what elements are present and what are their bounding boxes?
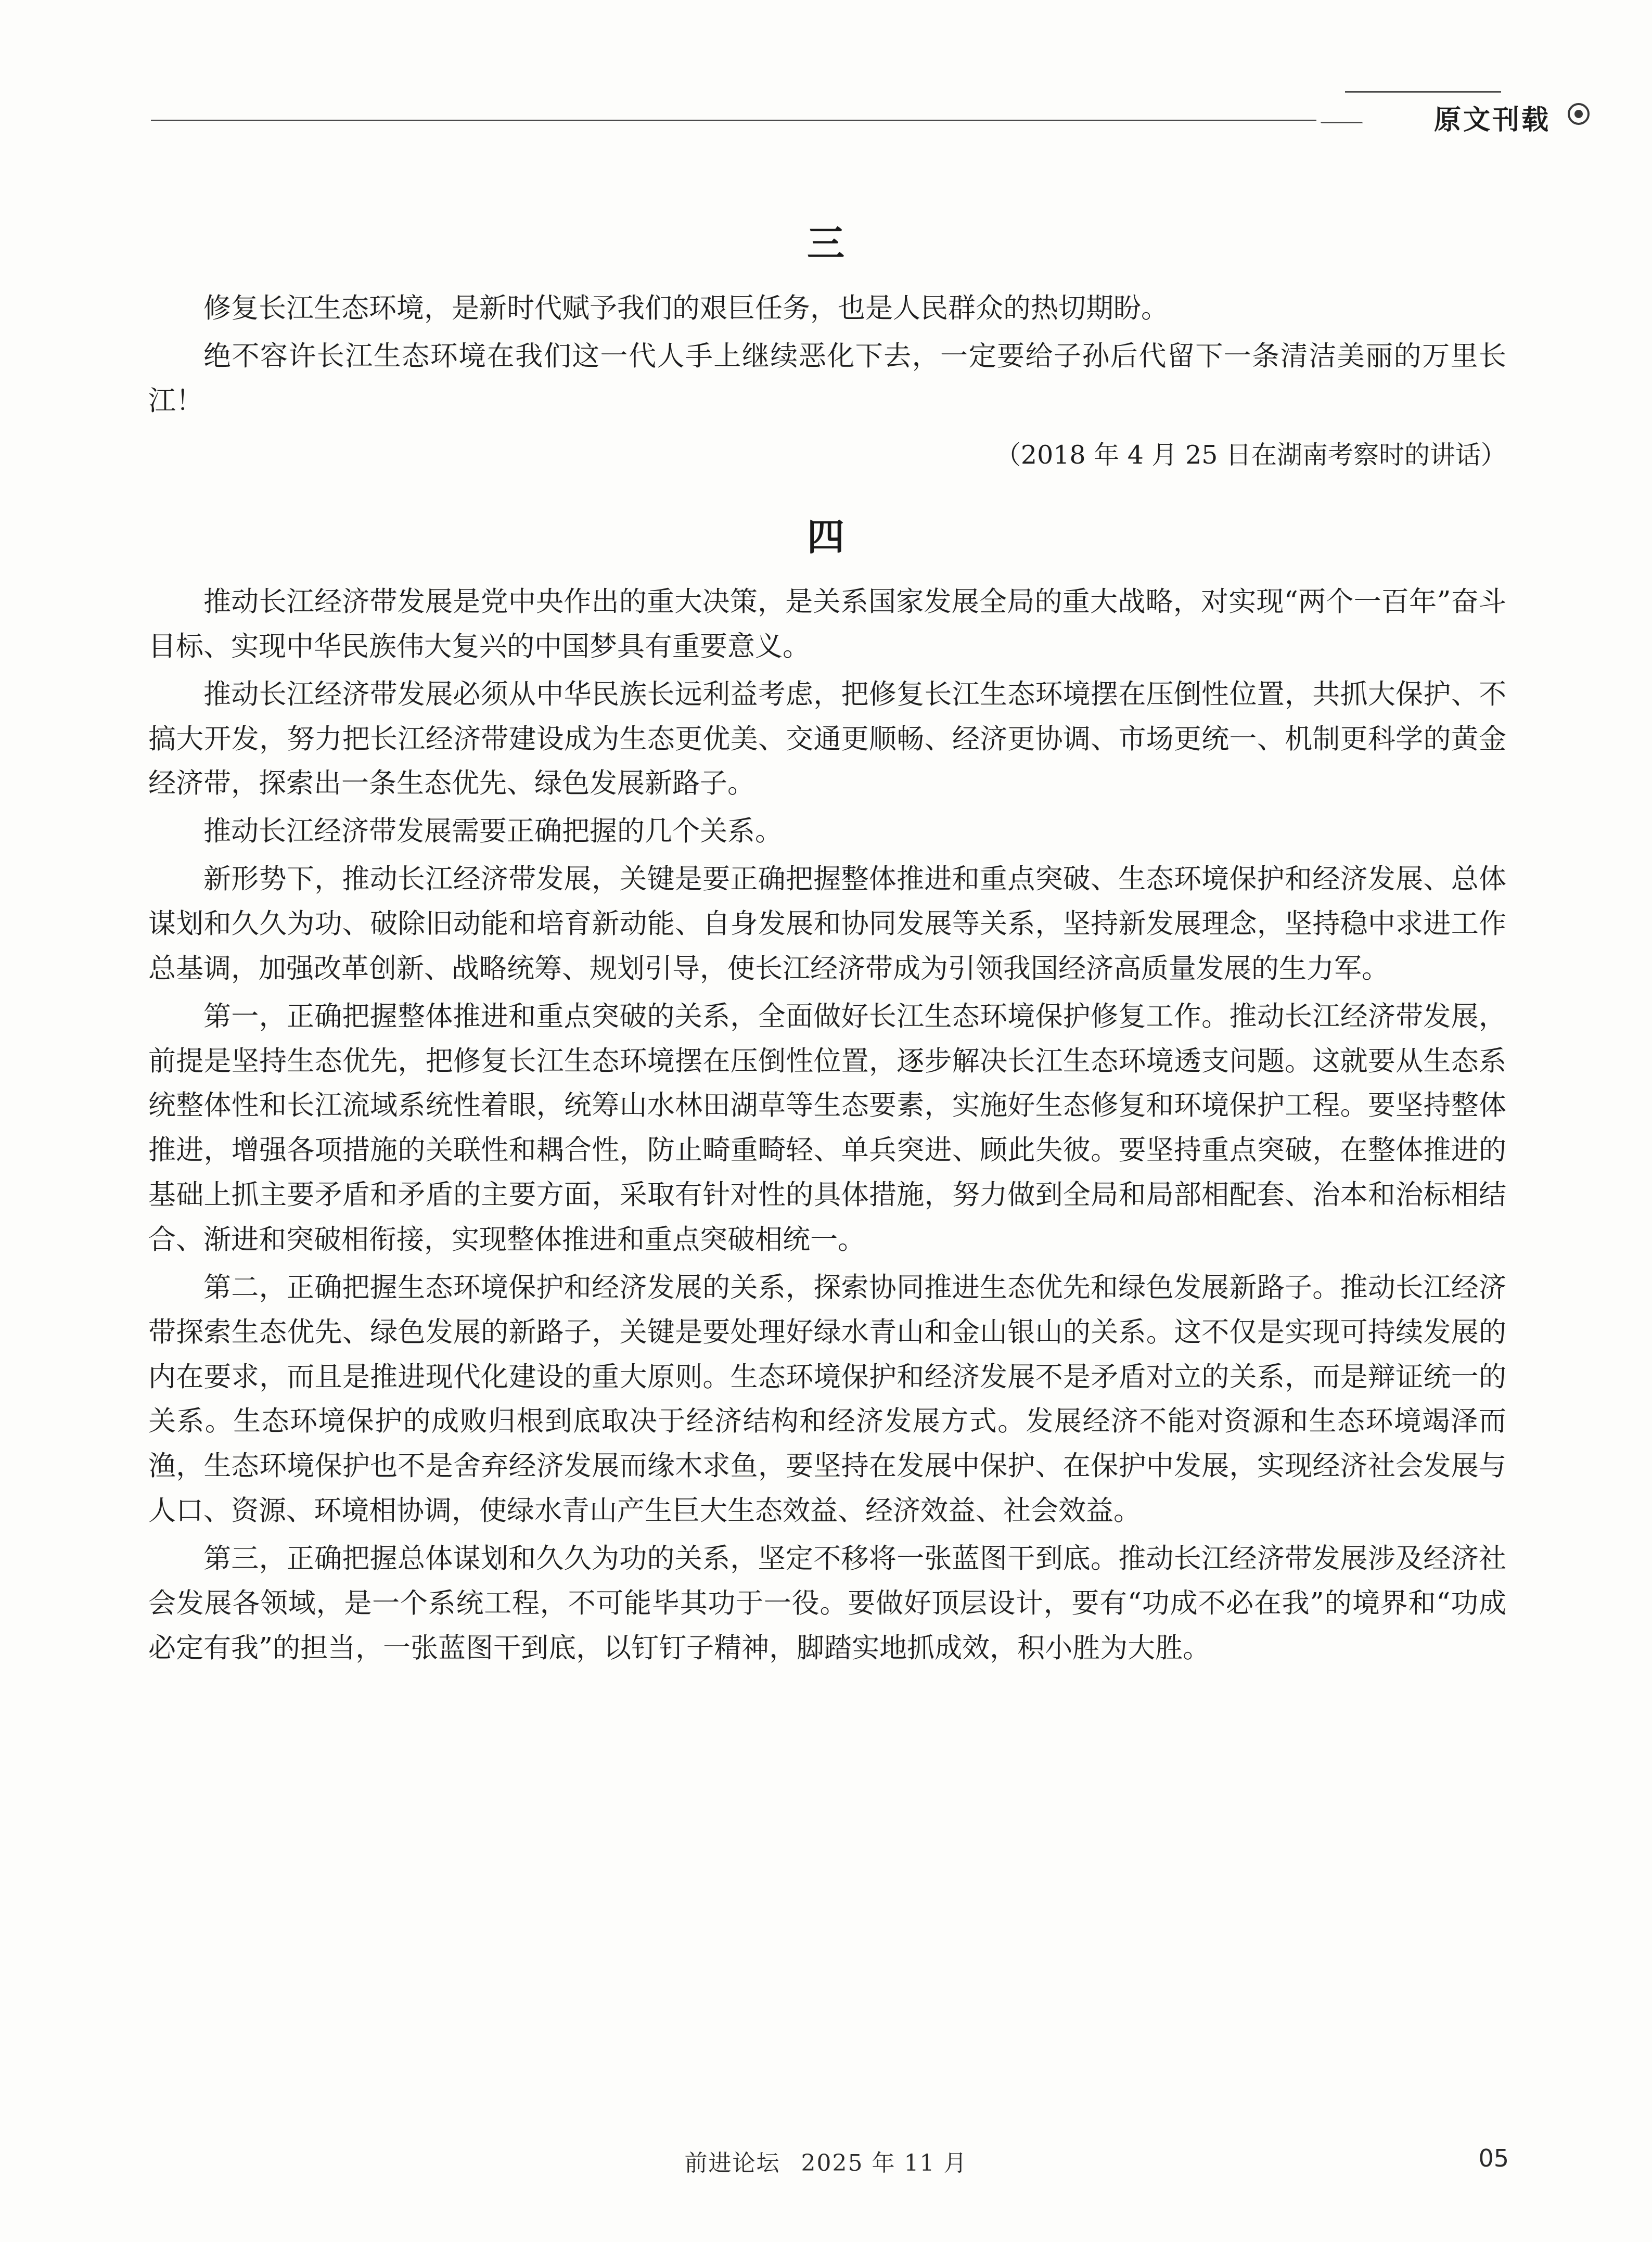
- header-title: 原文刊载: [1433, 104, 1551, 136]
- header-rule-right: [1345, 91, 1501, 93]
- journal-name: 前进论坛: [684, 2150, 780, 2176]
- paragraph: 绝不容许长江生态环境在我们这一代人手上继续恶化下去，一定要给子孙后代留下一条清洁美丽的万里长江！: [148, 340, 1506, 417]
- paragraph: 第一，正确把握整体推进和重点突破的关系，全面做好长江生态环境保护修复工作。推动长江经济带发展，前提是坚持生态优先，把修复长江生态环境摆在压倒性位置，逐步解决长江生态环境透支问题。这就要从生态系统整体性和长江流域系统性着眼，统筹山水林田湖草等生态要素，实施好生态修复和环境保护工程。要坚持整体推进，增强各项措施的关联性和耦合性，防止畸重畸轻、单兵突进、顾此失彼。要坚持重点突破，在整体推进的基础上抓主要矛盾和矛盾的主要方面，采取有针对性的具体措施，努力做到全局和局部相配套、治本和治标相结合、渐进和突破相衔接，实现整体推进和重点突破相统一。: [148, 1000, 1506, 1255]
- paragraph: 推动长江经济带发展是党中央作出的重大决策，是关系国家发展全局的重大战略，对实现“两个一百年”奋斗目标、实现中华民族伟大复兴的中国梦具有重要意义。: [148, 585, 1506, 662]
- paragraph: 新形势下，推动长江经济带发展，关键是要正确把握整体推进和重点突破、生态环境保护和经济发展、总体谋划和久久为功、破除旧动能和培育新动能、自身发展和协同发展等关系，坚持新发展理念，坚持稳中求进工作总基调，加强改革创新、战略统筹、规划引导，使长江经济带成为引领我国经济高质量发展的生力军。: [148, 863, 1506, 984]
- page-header: [0, 78, 1652, 140]
- paragraph: 第二，正确把握生态环境保护和经济发展的关系，探索协同推进生态优先和绿色发展新路子。推动长江经济带探索生态优先、绿色发展的新路子，关键是要处理好绿水青山和金山银山的关系。这不仅是实现可持续发展的内在要求，而且是推进现代化建设的重大原则。生态环境保护和经济发展不是矛盾对立的关系，而是辩证统一的关系。生态环境保护的成败归根到底取决于经济结构和经济发展方式。发展经济不能对资源和生态环境竭泽而渔，生态环境保护也不是舍弃经济发展而缘木求鱼，要坚持在发展中保护、在保护中发展，实现经济社会发展与人口、资源、环境相协调，使绿水青山产生巨大生态效益、经济效益、社会效益。: [148, 1271, 1506, 1527]
- journal-issue: 2025 年 11 月: [801, 2150, 968, 2176]
- section-number-three: 三: [806, 221, 848, 265]
- footer-journal-info: [0, 2144, 1652, 2177]
- page-footer: [0, 2144, 1652, 2181]
- paragraph: 第三，正确把握总体谋划和久久为功的关系，坚定不移将一张蓝图干到底。推动长江经济带发展涉及经济社会发展各领域，是一个系统工程，不可能毕其功于一役。要做好顶层设计，要有“功成不必在我”的境界和“功成必定有我”的担当，一张蓝图干到底，以钉钉子精神，脚踏实地抓成效，积小胜为大胜。: [148, 1543, 1506, 1664]
- paragraph: 推动长江经济带发展必须从中华民族长远利益考虑，把修复长江生态环境摆在压倒性位置，共抓大保护、不搞大开发，努力把长江经济带建设成为生态更优美、交通更顺畅、经济更协调、市场更统一、机制更科学的黄金经济带，探索出一条生态优先、绿色发展新路子。: [148, 678, 1506, 800]
- speech-source: （2018 年 4 月 25 日在湖南考察时的讲话）: [995, 440, 1506, 470]
- target-dot-icon: [1568, 103, 1590, 125]
- paragraph: 修复长江生态环境，是新时代赋予我们的艰巨任务，也是人民群众的热切期盼。: [203, 292, 1169, 324]
- paragraph: 推动长江经济带发展需要正确把握的几个关系。: [203, 815, 783, 848]
- article-body: [148, 208, 1506, 1674]
- section-number-four: 四: [806, 514, 848, 559]
- page-number: 05: [1478, 2144, 1509, 2172]
- header-rule-angle: [1296, 93, 1363, 123]
- header-rule-left: [151, 120, 1316, 121]
